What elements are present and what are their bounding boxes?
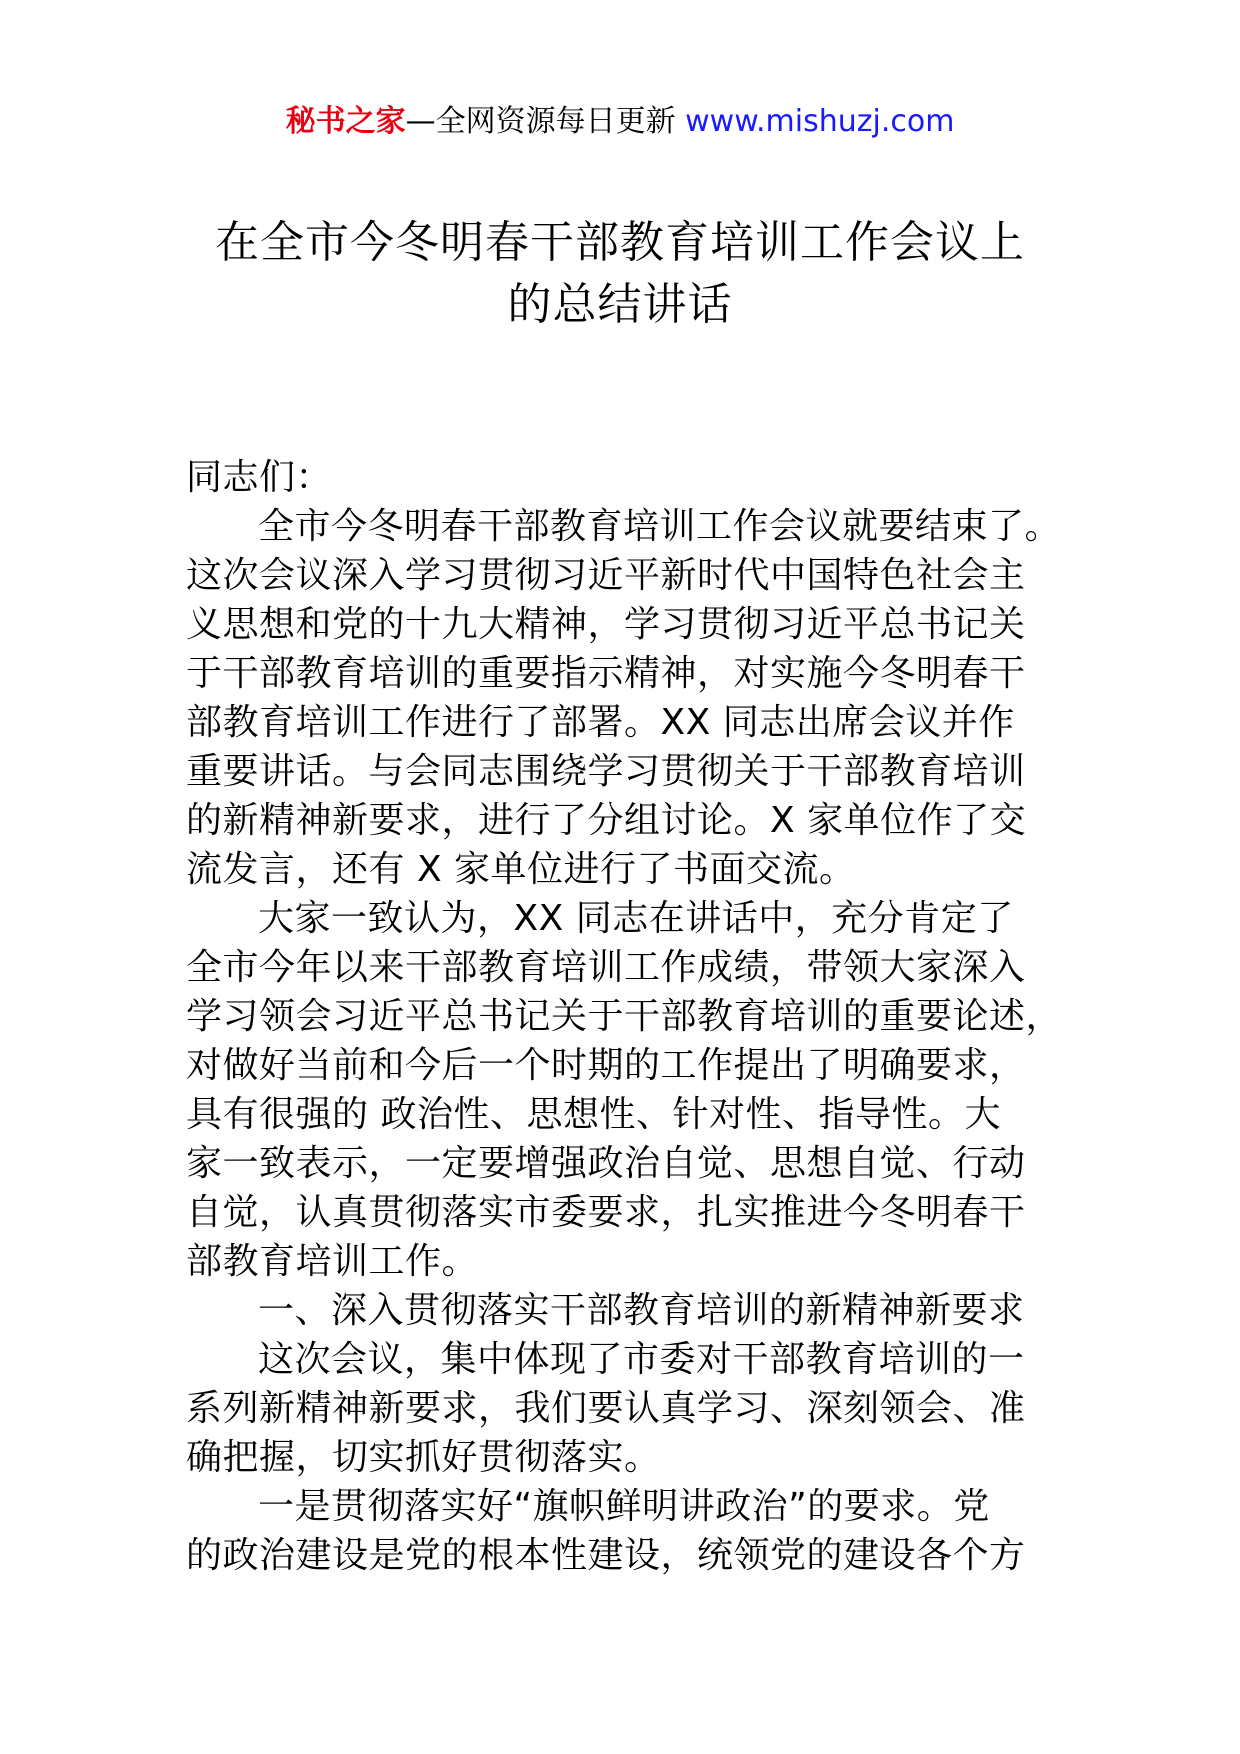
document-title [150,212,1090,336]
document-title-line-1: 在全市今冬明春干部教育培训工作会议上 [215,217,1025,268]
body-line: 确把握，切实抓好贯彻落实。 [186,1437,661,1478]
body-line: 对做好当前和今后一个时期的工作提出了明确要求， [186,1045,1026,1086]
body-line: 系列新精神新要求，我们要认真学习、深刻领会、准 [186,1388,1026,1429]
section-heading: 一、深入贯彻落实干部教育培训的新精神新要求 [258,1290,1025,1331]
site-header [0,100,1240,144]
body-line: 全市今冬明春干部教育培训工作会议就要结束了。 [258,506,1062,547]
body-line: 自觉，认真贯彻落实市委要求，扎实推进今冬明春干 [186,1192,1026,1233]
body-line: 的政治建设是党的根本性建设，统领党的建设各个方 [186,1535,1026,1576]
body-line: 重要讲话。与会同志围绕学习贯彻关于干部教育培训 [186,751,1026,792]
body-line: 部教育培训工作。 [186,1241,479,1282]
body-line: 这次会议，集中体现了市委对干部教育培训的一 [258,1339,1025,1380]
body-line: 具有很强的 政治性、思想性、针对性、指导性。大 [186,1094,1001,1135]
body-line: 家一致表示，一定要增强政治自觉、思想自觉、行动 [186,1143,1026,1184]
body-line: 义思想和党的十九大精神，学习贯彻习近平总书记关 [186,604,1026,645]
body-line: 的新精神新要求，进行了分组讨论。X 家单位作了交 [186,800,1027,841]
body-line: 这次会议深入学习贯彻习近平新时代中国特色社会主 [186,555,1026,596]
site-url-link[interactable]: www.mishuzj.com [685,104,955,139]
site-tagline: —全网资源每日更新 [405,104,676,139]
body-line: 学习领会习近平总书记关于干部教育培训的重要论述， [186,996,1063,1037]
site-brand: 秘书之家 [285,104,406,139]
body-line: 一是贯彻落实好“旗帜鲜明讲政治”的要求。党 [258,1486,990,1527]
body-line: 大家一致认为，XX 同志在讲话中，充分肯定了 [258,898,1014,939]
document-title-line-2: 的总结讲话 [507,279,733,330]
body-line: 流发言，还有 X 家单位进行了书面交流。 [186,849,856,890]
salutation: 同志们： [186,457,333,498]
body-line: 于干部教育培训的重要指示精神，对实施今冬明春干 [186,653,1026,694]
body-line: 全市今年以来干部教育培训工作成绩，带领大家深入 [186,947,1026,988]
body-line: 部教育培训工作进行了部署。XX 同志出席会议并作 [186,702,1015,743]
document-body [186,453,1086,1580]
